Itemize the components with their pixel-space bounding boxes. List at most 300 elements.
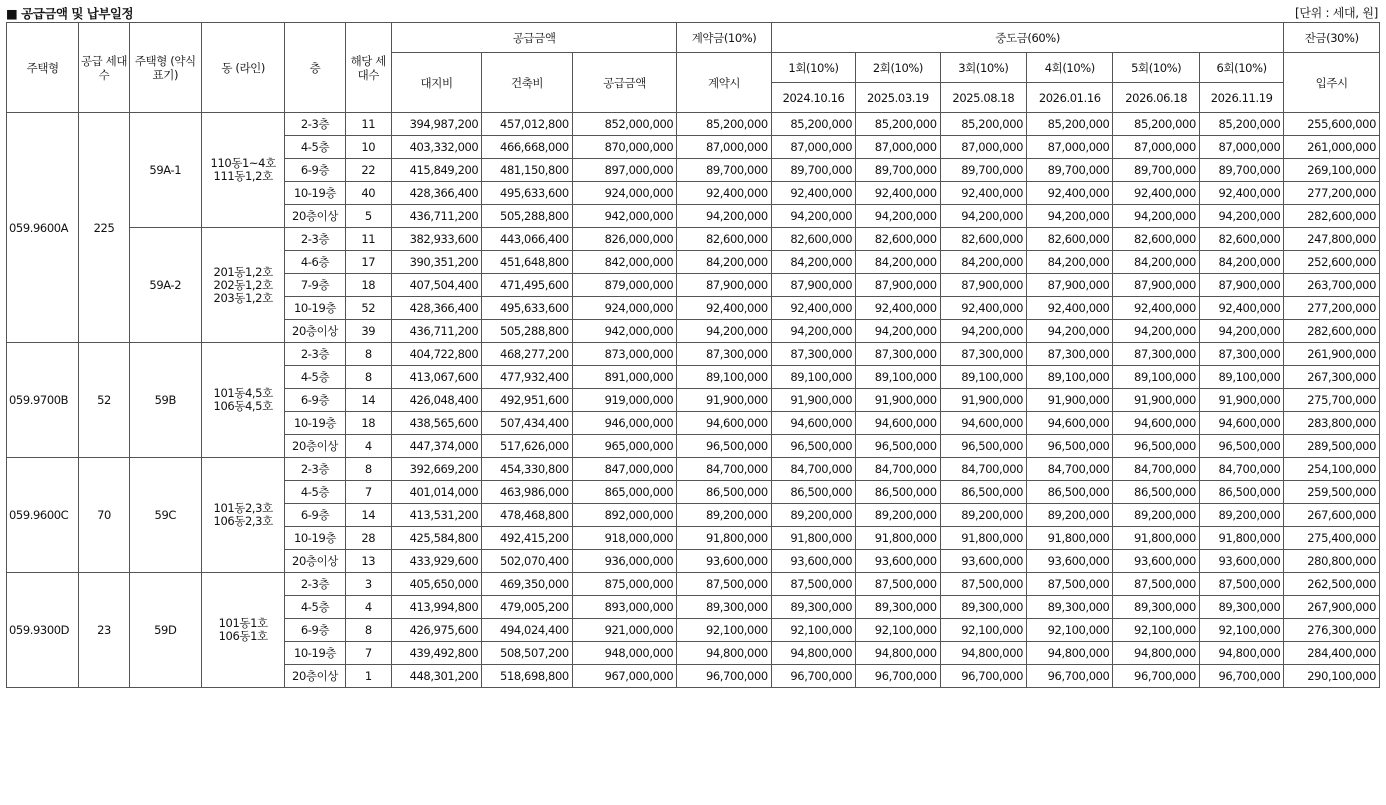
building-cost-cell: 451,648,800 — [482, 251, 572, 274]
building-cost-cell: 457,012,800 — [482, 113, 572, 136]
middle-payment-cell: 87,000,000 — [771, 136, 855, 159]
middle-payment-cell: 96,700,000 — [771, 665, 855, 688]
middle-payment-cell: 89,700,000 — [771, 159, 855, 182]
units-cell: 4 — [345, 596, 391, 619]
dong-line: 201동1,2호 — [213, 264, 273, 279]
supply-amount-cell: 924,000,000 — [572, 182, 677, 205]
middle-payment-cell: 84,200,000 — [1113, 251, 1199, 274]
middle-payment-cell: 89,100,000 — [940, 366, 1026, 389]
balance-cell: 275,700,000 — [1284, 389, 1380, 412]
floor-cell: 10-19층 — [285, 642, 345, 665]
middle-payment-cell: 85,200,000 — [771, 113, 855, 136]
header-land: 대지비 — [391, 53, 481, 113]
middle-payment-cell: 89,200,000 — [1199, 504, 1283, 527]
middle-payment-cell: 87,900,000 — [1027, 274, 1113, 297]
middle-payment-cell: 96,700,000 — [1199, 665, 1283, 688]
middle-payment-cell: 94,200,000 — [1199, 205, 1283, 228]
middle-payment-cell: 89,300,000 — [1027, 596, 1113, 619]
deposit-cell: 91,900,000 — [677, 389, 771, 412]
middle-payment-cell: 89,300,000 — [1113, 596, 1199, 619]
deposit-cell: 92,400,000 — [677, 182, 771, 205]
middle-payment-cell: 84,200,000 — [1199, 251, 1283, 274]
header-middle-round: 4회(10%) — [1027, 53, 1113, 83]
middle-payment-cell: 92,400,000 — [940, 297, 1026, 320]
middle-payment-cell: 94,200,000 — [940, 320, 1026, 343]
floor-cell: 6-9층 — [285, 619, 345, 642]
supply-price-table — [6, 22, 1380, 688]
middle-payment-cell: 84,200,000 — [940, 251, 1026, 274]
building-cost-cell: 454,330,800 — [482, 458, 572, 481]
building-cost-cell: 443,066,400 — [482, 228, 572, 251]
dong-line: 106동2,3호 — [213, 514, 273, 528]
middle-payment-cell: 87,500,000 — [856, 573, 940, 596]
middle-payment-cell: 91,800,000 — [1199, 527, 1283, 550]
middle-payment-cell: 92,400,000 — [1199, 182, 1283, 205]
table-row — [7, 113, 1380, 136]
middle-payment-cell: 96,500,000 — [771, 435, 855, 458]
building-cost-cell: 477,932,400 — [482, 366, 572, 389]
balance-cell: 267,300,000 — [1284, 366, 1380, 389]
deposit-cell: 94,800,000 — [677, 642, 771, 665]
middle-payment-cell: 91,800,000 — [940, 527, 1026, 550]
units-cell: 11 — [345, 113, 391, 136]
middle-payment-cell: 84,200,000 — [771, 251, 855, 274]
floor-cell: 10-19층 — [285, 297, 345, 320]
middle-payment-cell: 82,600,000 — [940, 228, 1026, 251]
header-balance-group: 잔금(30%) — [1284, 23, 1380, 53]
middle-payment-cell: 92,400,000 — [940, 182, 1026, 205]
supply-amount-cell: 891,000,000 — [572, 366, 677, 389]
units-cell: 14 — [345, 389, 391, 412]
supply-amount-cell: 879,000,000 — [572, 274, 677, 297]
middle-payment-cell: 89,700,000 — [1113, 159, 1199, 182]
balance-cell: 282,600,000 — [1284, 320, 1380, 343]
middle-payment-cell: 87,000,000 — [1027, 136, 1113, 159]
units-cell: 5 — [345, 205, 391, 228]
units-cell: 18 — [345, 412, 391, 435]
abbr-type-cell: 59D — [129, 573, 201, 688]
land-cost-cell: 436,711,200 — [391, 320, 481, 343]
balance-cell: 289,500,000 — [1284, 435, 1380, 458]
supply-amount-cell: 936,000,000 — [572, 550, 677, 573]
supply-amount-cell: 942,000,000 — [572, 205, 677, 228]
header-middle-date: 2025.08.18 — [940, 83, 1026, 113]
middle-payment-cell: 94,200,000 — [1113, 205, 1199, 228]
balance-cell: 284,400,000 — [1284, 642, 1380, 665]
middle-payment-cell: 89,200,000 — [771, 504, 855, 527]
header-floor: 층 — [285, 23, 345, 113]
balance-cell: 261,000,000 — [1284, 136, 1380, 159]
middle-payment-cell: 89,300,000 — [940, 596, 1026, 619]
middle-payment-cell: 89,100,000 — [771, 366, 855, 389]
deposit-cell: 89,200,000 — [677, 504, 771, 527]
deposit-cell: 92,400,000 — [677, 297, 771, 320]
header-supply-units: 공급 세대수 — [79, 23, 129, 113]
units-cell: 4 — [345, 435, 391, 458]
middle-payment-cell: 85,200,000 — [1027, 113, 1113, 136]
units-cell: 8 — [345, 343, 391, 366]
middle-payment-cell: 86,500,000 — [940, 481, 1026, 504]
dong-line: 110동1~4호 — [210, 156, 276, 170]
building-cost-cell: 508,507,200 — [482, 642, 572, 665]
deposit-cell: 87,000,000 — [677, 136, 771, 159]
middle-payment-cell: 87,000,000 — [940, 136, 1026, 159]
middle-payment-cell: 91,900,000 — [771, 389, 855, 412]
middle-payment-cell: 96,700,000 — [1113, 665, 1199, 688]
middle-payment-cell: 89,100,000 — [1113, 366, 1199, 389]
middle-payment-cell: 96,500,000 — [940, 435, 1026, 458]
balance-cell: 255,600,000 — [1284, 113, 1380, 136]
unit-note: [단위 : 세대, 원] — [1294, 6, 1378, 20]
middle-payment-cell: 94,600,000 — [1199, 412, 1283, 435]
units-cell: 8 — [345, 366, 391, 389]
header-dong: 동 (라인) — [201, 23, 284, 113]
middle-payment-cell: 84,700,000 — [856, 458, 940, 481]
floor-cell: 4-5층 — [285, 596, 345, 619]
middle-payment-cell: 85,200,000 — [856, 113, 940, 136]
table-row — [7, 343, 1380, 366]
building-cost-cell: 502,070,400 — [482, 550, 572, 573]
middle-payment-cell: 94,600,000 — [856, 412, 940, 435]
middle-payment-cell: 89,700,000 — [1199, 159, 1283, 182]
middle-payment-cell: 85,200,000 — [1199, 113, 1283, 136]
dong-cell — [201, 573, 284, 688]
middle-payment-cell: 84,700,000 — [771, 458, 855, 481]
floor-cell: 20층이상 — [285, 320, 345, 343]
abbr-type-cell: 59C — [129, 458, 201, 573]
middle-payment-cell: 87,900,000 — [940, 274, 1026, 297]
supply-amount-cell: 918,000,000 — [572, 527, 677, 550]
deposit-cell: 86,500,000 — [677, 481, 771, 504]
house-type-cell: 059.9600A — [7, 113, 79, 343]
building-cost-cell: 495,633,600 — [482, 297, 572, 320]
middle-payment-cell: 92,100,000 — [856, 619, 940, 642]
middle-payment-cell: 84,700,000 — [1113, 458, 1199, 481]
middle-payment-cell: 86,500,000 — [856, 481, 940, 504]
units-cell: 13 — [345, 550, 391, 573]
middle-payment-cell: 94,800,000 — [1199, 642, 1283, 665]
supply-amount-cell: 948,000,000 — [572, 642, 677, 665]
middle-payment-cell: 93,600,000 — [940, 550, 1026, 573]
header-middle-round: 3회(10%) — [940, 53, 1026, 83]
header-middle-date: 2026.06.18 — [1113, 83, 1199, 113]
deposit-cell: 87,300,000 — [677, 343, 771, 366]
middle-payment-cell: 87,500,000 — [1027, 573, 1113, 596]
balance-cell: 282,600,000 — [1284, 205, 1380, 228]
middle-payment-cell: 91,800,000 — [771, 527, 855, 550]
supply-amount-cell: 924,000,000 — [572, 297, 677, 320]
header-deposit-time: 계약시 — [677, 53, 771, 113]
middle-payment-cell: 92,400,000 — [856, 297, 940, 320]
units-cell: 17 — [345, 251, 391, 274]
middle-payment-cell: 94,200,000 — [1199, 320, 1283, 343]
middle-payment-cell: 94,600,000 — [1027, 412, 1113, 435]
units-cell: 18 — [345, 274, 391, 297]
middle-payment-cell: 92,400,000 — [771, 297, 855, 320]
building-cost-cell: 505,288,800 — [482, 320, 572, 343]
deposit-cell: 94,600,000 — [677, 412, 771, 435]
supply-amount-cell: 870,000,000 — [572, 136, 677, 159]
building-cost-cell: 478,468,800 — [482, 504, 572, 527]
middle-payment-cell: 92,400,000 — [1027, 182, 1113, 205]
middle-payment-cell: 96,500,000 — [1027, 435, 1113, 458]
middle-payment-cell: 94,800,000 — [1027, 642, 1113, 665]
middle-payment-cell: 82,600,000 — [1113, 228, 1199, 251]
land-cost-cell: 425,584,800 — [391, 527, 481, 550]
land-cost-cell: 426,975,600 — [391, 619, 481, 642]
middle-payment-cell: 92,100,000 — [1027, 619, 1113, 642]
deposit-cell: 93,600,000 — [677, 550, 771, 573]
floor-cell: 4-5층 — [285, 136, 345, 159]
header-deposit-group: 계약금(10%) — [677, 23, 771, 53]
middle-payment-cell: 89,700,000 — [1027, 159, 1113, 182]
supply-amount-cell: 897,000,000 — [572, 159, 677, 182]
land-cost-cell: 382,933,600 — [391, 228, 481, 251]
deposit-cell: 96,700,000 — [677, 665, 771, 688]
supply-amount-cell: 852,000,000 — [572, 113, 677, 136]
land-cost-cell: 413,067,600 — [391, 366, 481, 389]
building-cost-cell: 492,951,600 — [482, 389, 572, 412]
land-cost-cell: 433,929,600 — [391, 550, 481, 573]
middle-payment-cell: 84,700,000 — [940, 458, 1026, 481]
middle-payment-cell: 89,300,000 — [771, 596, 855, 619]
deposit-cell: 82,600,000 — [677, 228, 771, 251]
header-middle-round: 2회(10%) — [856, 53, 940, 83]
supply-amount-cell: 847,000,000 — [572, 458, 677, 481]
deposit-cell: 87,900,000 — [677, 274, 771, 297]
building-cost-cell: 471,495,600 — [482, 274, 572, 297]
land-cost-cell: 447,374,000 — [391, 435, 481, 458]
middle-payment-cell: 86,500,000 — [1199, 481, 1283, 504]
header-supply-amount: 공급금액 — [572, 53, 677, 113]
middle-payment-cell: 92,100,000 — [940, 619, 1026, 642]
middle-payment-cell: 94,800,000 — [1113, 642, 1199, 665]
units-cell: 52 — [345, 297, 391, 320]
supply-amount-cell: 965,000,000 — [572, 435, 677, 458]
middle-payment-cell: 86,500,000 — [771, 481, 855, 504]
middle-payment-cell: 87,300,000 — [771, 343, 855, 366]
middle-payment-cell: 86,500,000 — [1027, 481, 1113, 504]
middle-payment-cell: 96,500,000 — [856, 435, 940, 458]
middle-payment-cell: 94,800,000 — [771, 642, 855, 665]
middle-payment-cell: 85,200,000 — [940, 113, 1026, 136]
middle-payment-cell: 89,100,000 — [1027, 366, 1113, 389]
building-cost-cell: 479,005,200 — [482, 596, 572, 619]
header-middle-round: 5회(10%) — [1113, 53, 1199, 83]
land-cost-cell: 401,014,000 — [391, 481, 481, 504]
middle-payment-cell: 92,400,000 — [856, 182, 940, 205]
supply-amount-cell: 826,000,000 — [572, 228, 677, 251]
building-cost-cell: 468,277,200 — [482, 343, 572, 366]
middle-payment-cell: 91,900,000 — [856, 389, 940, 412]
balance-cell: 259,500,000 — [1284, 481, 1380, 504]
middle-payment-cell: 87,300,000 — [940, 343, 1026, 366]
dong-cell — [201, 228, 284, 343]
supply-amount-cell: 946,000,000 — [572, 412, 677, 435]
middle-payment-cell: 87,500,000 — [1113, 573, 1199, 596]
middle-payment-cell: 84,200,000 — [856, 251, 940, 274]
abbr-type-cell: 59A-1 — [129, 113, 201, 228]
units-cell: 1 — [345, 665, 391, 688]
middle-payment-cell: 87,300,000 — [1199, 343, 1283, 366]
middle-payment-cell: 92,400,000 — [1113, 182, 1199, 205]
middle-payment-cell: 96,500,000 — [1113, 435, 1199, 458]
middle-payment-cell: 96,500,000 — [1199, 435, 1283, 458]
header-bar — [0, 0, 1386, 22]
land-cost-cell: 404,722,800 — [391, 343, 481, 366]
header-middle-date: 2025.03.19 — [856, 83, 940, 113]
middle-payment-cell: 89,200,000 — [940, 504, 1026, 527]
units-cell: 39 — [345, 320, 391, 343]
middle-payment-cell: 92,400,000 — [1199, 297, 1283, 320]
supply-units-cell: 52 — [79, 343, 129, 458]
units-cell: 10 — [345, 136, 391, 159]
floor-cell: 6-9층 — [285, 159, 345, 182]
header-middle-date: 2026.01.16 — [1027, 83, 1113, 113]
floor-cell: 2-3층 — [285, 573, 345, 596]
deposit-cell: 94,200,000 — [677, 320, 771, 343]
middle-payment-cell: 92,400,000 — [1113, 297, 1199, 320]
middle-payment-cell: 94,200,000 — [1027, 205, 1113, 228]
middle-payment-cell: 94,600,000 — [771, 412, 855, 435]
middle-payment-cell: 92,100,000 — [1199, 619, 1283, 642]
supply-amount-cell: 893,000,000 — [572, 596, 677, 619]
middle-payment-cell: 94,200,000 — [940, 205, 1026, 228]
floor-cell: 6-9층 — [285, 504, 345, 527]
units-cell: 3 — [345, 573, 391, 596]
deposit-cell: 85,200,000 — [677, 113, 771, 136]
middle-payment-cell: 87,300,000 — [1027, 343, 1113, 366]
middle-payment-cell: 89,700,000 — [940, 159, 1026, 182]
units-cell: 11 — [345, 228, 391, 251]
balance-cell: 283,800,000 — [1284, 412, 1380, 435]
land-cost-cell: 439,492,800 — [391, 642, 481, 665]
building-cost-cell: 518,698,800 — [482, 665, 572, 688]
balance-cell: 276,300,000 — [1284, 619, 1380, 642]
middle-payment-cell: 87,500,000 — [1199, 573, 1283, 596]
land-cost-cell: 405,650,000 — [391, 573, 481, 596]
middle-payment-cell: 87,000,000 — [1113, 136, 1199, 159]
balance-cell: 247,800,000 — [1284, 228, 1380, 251]
units-cell: 14 — [345, 504, 391, 527]
middle-payment-cell: 94,200,000 — [771, 205, 855, 228]
floor-cell: 4-6층 — [285, 251, 345, 274]
land-cost-cell: 415,849,200 — [391, 159, 481, 182]
table-body — [7, 113, 1380, 688]
middle-payment-cell: 91,900,000 — [1027, 389, 1113, 412]
floor-cell: 2-3층 — [285, 228, 345, 251]
land-cost-cell: 428,366,400 — [391, 297, 481, 320]
header-middle-date: 2024.10.16 — [771, 83, 855, 113]
header-house-type: 주택형 — [7, 23, 79, 113]
house-type-cell: 059.9300D — [7, 573, 79, 688]
middle-payment-cell: 87,000,000 — [1199, 136, 1283, 159]
land-cost-cell: 403,332,000 — [391, 136, 481, 159]
house-type-cell: 059.9600C — [7, 458, 79, 573]
balance-cell: 267,600,000 — [1284, 504, 1380, 527]
supply-amount-cell: 842,000,000 — [572, 251, 677, 274]
land-cost-cell: 436,711,200 — [391, 205, 481, 228]
middle-payment-cell: 85,200,000 — [1113, 113, 1199, 136]
dong-cell — [201, 458, 284, 573]
middle-payment-cell: 94,200,000 — [1027, 320, 1113, 343]
middle-payment-cell: 82,600,000 — [1027, 228, 1113, 251]
deposit-cell: 87,500,000 — [677, 573, 771, 596]
page-title: ■ 공급금액 및 납부일정 — [6, 6, 134, 21]
land-cost-cell: 448,301,200 — [391, 665, 481, 688]
supply-amount-cell: 865,000,000 — [572, 481, 677, 504]
abbr-type-cell: 59B — [129, 343, 201, 458]
middle-payment-cell: 87,000,000 — [856, 136, 940, 159]
middle-payment-cell: 92,100,000 — [1113, 619, 1199, 642]
header-units: 해당 세대수 — [345, 23, 391, 113]
floor-cell: 4-5층 — [285, 481, 345, 504]
header-middle-round: 1회(10%) — [771, 53, 855, 83]
building-cost-cell: 463,986,000 — [482, 481, 572, 504]
house-type-cell: 059.9700B — [7, 343, 79, 458]
header-abbr-type: 주택형 (약식표기) — [129, 23, 201, 113]
middle-payment-cell: 82,600,000 — [771, 228, 855, 251]
middle-payment-cell: 93,600,000 — [1027, 550, 1113, 573]
building-cost-cell: 507,434,400 — [482, 412, 572, 435]
floor-cell: 2-3층 — [285, 458, 345, 481]
deposit-cell: 84,200,000 — [677, 251, 771, 274]
building-cost-cell: 495,633,600 — [482, 182, 572, 205]
floor-cell: 2-3층 — [285, 113, 345, 136]
floor-cell: 10-19층 — [285, 412, 345, 435]
header-middle-group: 중도금(60%) — [771, 23, 1284, 53]
middle-payment-cell: 82,600,000 — [856, 228, 940, 251]
dong-cell — [201, 343, 284, 458]
middle-payment-cell: 82,600,000 — [1199, 228, 1283, 251]
middle-payment-cell: 96,700,000 — [1027, 665, 1113, 688]
header-middle-round: 6회(10%) — [1199, 53, 1283, 83]
table-row — [7, 573, 1380, 596]
building-cost-cell: 492,415,200 — [482, 527, 572, 550]
balance-cell: 261,900,000 — [1284, 343, 1380, 366]
balance-cell: 277,200,000 — [1284, 182, 1380, 205]
middle-payment-cell: 87,900,000 — [771, 274, 855, 297]
middle-payment-cell: 87,300,000 — [1113, 343, 1199, 366]
land-cost-cell: 390,351,200 — [391, 251, 481, 274]
supply-amount-cell: 921,000,000 — [572, 619, 677, 642]
middle-payment-cell: 92,400,000 — [771, 182, 855, 205]
supply-amount-cell: 967,000,000 — [572, 665, 677, 688]
balance-cell: 277,200,000 — [1284, 297, 1380, 320]
middle-payment-cell: 92,100,000 — [771, 619, 855, 642]
middle-payment-cell: 91,900,000 — [940, 389, 1026, 412]
dong-cell — [201, 113, 284, 228]
middle-payment-cell: 96,700,000 — [940, 665, 1026, 688]
dong-line: 101동2,3호 — [213, 501, 273, 515]
floor-cell: 4-5층 — [285, 366, 345, 389]
land-cost-cell: 392,669,200 — [391, 458, 481, 481]
deposit-cell: 91,800,000 — [677, 527, 771, 550]
middle-payment-cell: 94,200,000 — [856, 205, 940, 228]
middle-payment-cell: 89,200,000 — [1113, 504, 1199, 527]
units-cell: 22 — [345, 159, 391, 182]
units-cell: 8 — [345, 619, 391, 642]
supply-amount-cell: 892,000,000 — [572, 504, 677, 527]
supply-units-cell: 70 — [79, 458, 129, 573]
middle-payment-cell: 87,300,000 — [856, 343, 940, 366]
dong-line: 101동4,5호 — [213, 386, 273, 400]
middle-payment-cell: 89,300,000 — [1199, 596, 1283, 619]
floor-cell: 20층이상 — [285, 435, 345, 458]
deposit-cell: 89,100,000 — [677, 366, 771, 389]
header-middle-date: 2026.11.19 — [1199, 83, 1283, 113]
middle-payment-cell: 91,800,000 — [856, 527, 940, 550]
